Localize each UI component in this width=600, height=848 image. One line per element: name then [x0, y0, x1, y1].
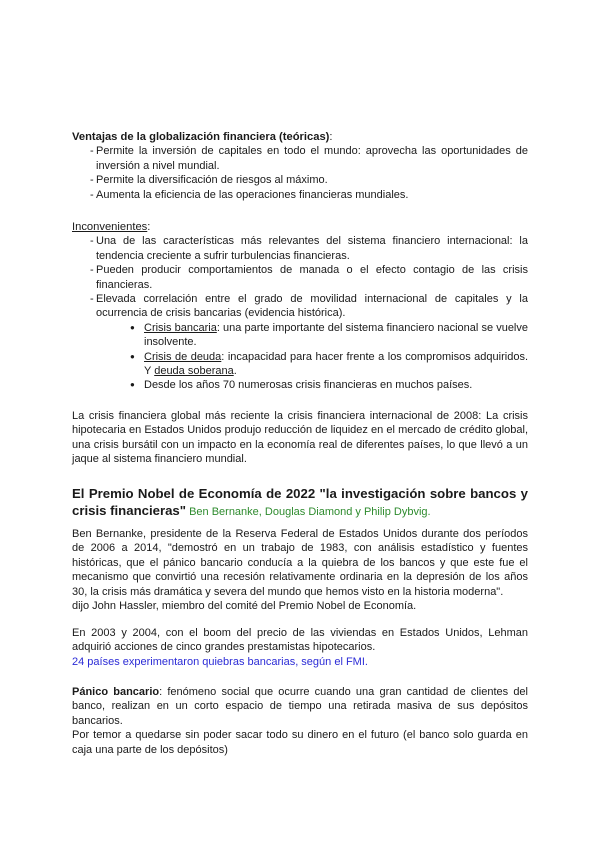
list-item: - Permite la diversificación de riesgos al máximo.	[72, 173, 528, 187]
global-crisis-section	[72, 409, 528, 467]
list-item: ● Desde los años 70 numerosas crisis financieras en muchos países.	[72, 378, 528, 392]
bank-panic-term: Pánico bancario	[72, 686, 160, 698]
advantages-heading-text: Ventajas de la globalización financiera (teóricas)	[72, 131, 330, 143]
nobel-laureates: Ben Bernanke, Douglas Diamond y Philip Dybvig.	[186, 506, 431, 518]
nobel-section	[72, 485, 528, 613]
debt-crisis-text: : incapacidad para hacer frente a los compromisos adquiridos. Y	[144, 350, 528, 378]
drawbacks-heading-text: Inconvenientes	[72, 221, 148, 233]
list-item: - Elevada correlación entre el grado de movilidad internacional de capitales y la ocurrencia de crisis bancarias (evidencia histórica).	[72, 292, 528, 321]
drawbacks-list	[72, 234, 528, 320]
bank-panic-definition-text: : fenómeno social que ocurre cuando una gran cantidad de clientes del banco, realizan en un corto espacio de tiempo una retirada masiva de sus depósitos bancarios.	[72, 686, 528, 727]
housing-boom-paragraph: En 2003 y 2004, con el boom del precio de las viviendas en Estados Unidos, Lehman adquirió acciones de cinco grandes prestamistas hipotecarios.	[72, 627, 528, 654]
quote-attribution: dijo John Hassler, miembro del comité del Premio Nobel de Economía.	[72, 600, 417, 613]
bernanke-quote: Ben Bernanke, presidente de la Reserva Federal de Estados Unidos durante dos períodos de 2006 a 2014, "demostró en un trabajo de 1983, con análisis estadístico y fuentes históricas, que el pánico bancario conducía a la quiebra de los bancos y que este fue el mecanismo que convirtió una recesión relativamente ordinaria en la depresión de los años 30, la crisis más dramática y severa del mundo que hemos visto en la historia moderna".	[72, 528, 528, 598]
global-crisis-paragraph: La crisis financiera global más reciente la crisis financiera internacional de 2008: La crisis hipotecaria en Estados Unidos produjo reducción de liquidez en el mercado de crédito global, una crisis bursátil con un impacto en la economía real de diferentes países, lo que llevó a un jaque al sistema financiero mundial.	[72, 410, 528, 466]
list-item	[72, 321, 528, 350]
list-item	[72, 350, 528, 379]
drawbacks-heading-colon: :	[147, 221, 151, 233]
advantages-heading	[72, 130, 528, 144]
crisis-types-list	[72, 321, 528, 393]
nobel-title-text: El Premio Nobel de Economía de 2022 "la investigación sobre bancos y crisis financieras"	[72, 486, 528, 518]
list-item: - Permite la inversión de capitales en todo el mundo: aprovecha las oportunidades de inversión a nivel mundial.	[72, 144, 528, 173]
sovereign-debt-text: deuda soberana	[154, 365, 234, 378]
advantages-heading-colon: :	[329, 131, 333, 143]
bank-crisis-label: Crisis bancaria	[144, 321, 217, 334]
bank-crisis-text: : una parte importante del sistema financiero nacional se vuelve insolvente.	[144, 321, 528, 349]
list-item: - Pueden producir comportamientos de manada o el efecto contagio de las crisis financieras.	[72, 263, 528, 292]
list-item: - Aumenta la eficiencia de las operaciones financieras mundiales.	[72, 188, 528, 202]
housing-boom-section	[72, 626, 528, 669]
advantages-section	[72, 130, 528, 202]
bank-panic-definition	[72, 685, 528, 728]
debt-crisis-label: Crisis de deuda	[144, 350, 222, 363]
list-item: - Una de las características más relevantes del sistema financiero internacional: la tendencia creciente a sufrir turbulencias financieras.	[72, 234, 528, 263]
drawbacks-heading	[72, 220, 528, 234]
nobel-title	[72, 485, 528, 521]
bank-panic-reason: Por temor a quedarse sin poder sacar todo su dinero en el futuro (el banco solo guarda en caja una parte de los depósitos)	[72, 729, 528, 756]
bank-failures-paragraph: 24 países experimentaron quiebras bancarias, según el FMI.	[72, 655, 368, 668]
drawbacks-section	[72, 220, 528, 393]
advantages-list	[72, 144, 528, 202]
bank-panic-section	[72, 685, 528, 757]
debt-crisis-period: .	[233, 365, 237, 378]
